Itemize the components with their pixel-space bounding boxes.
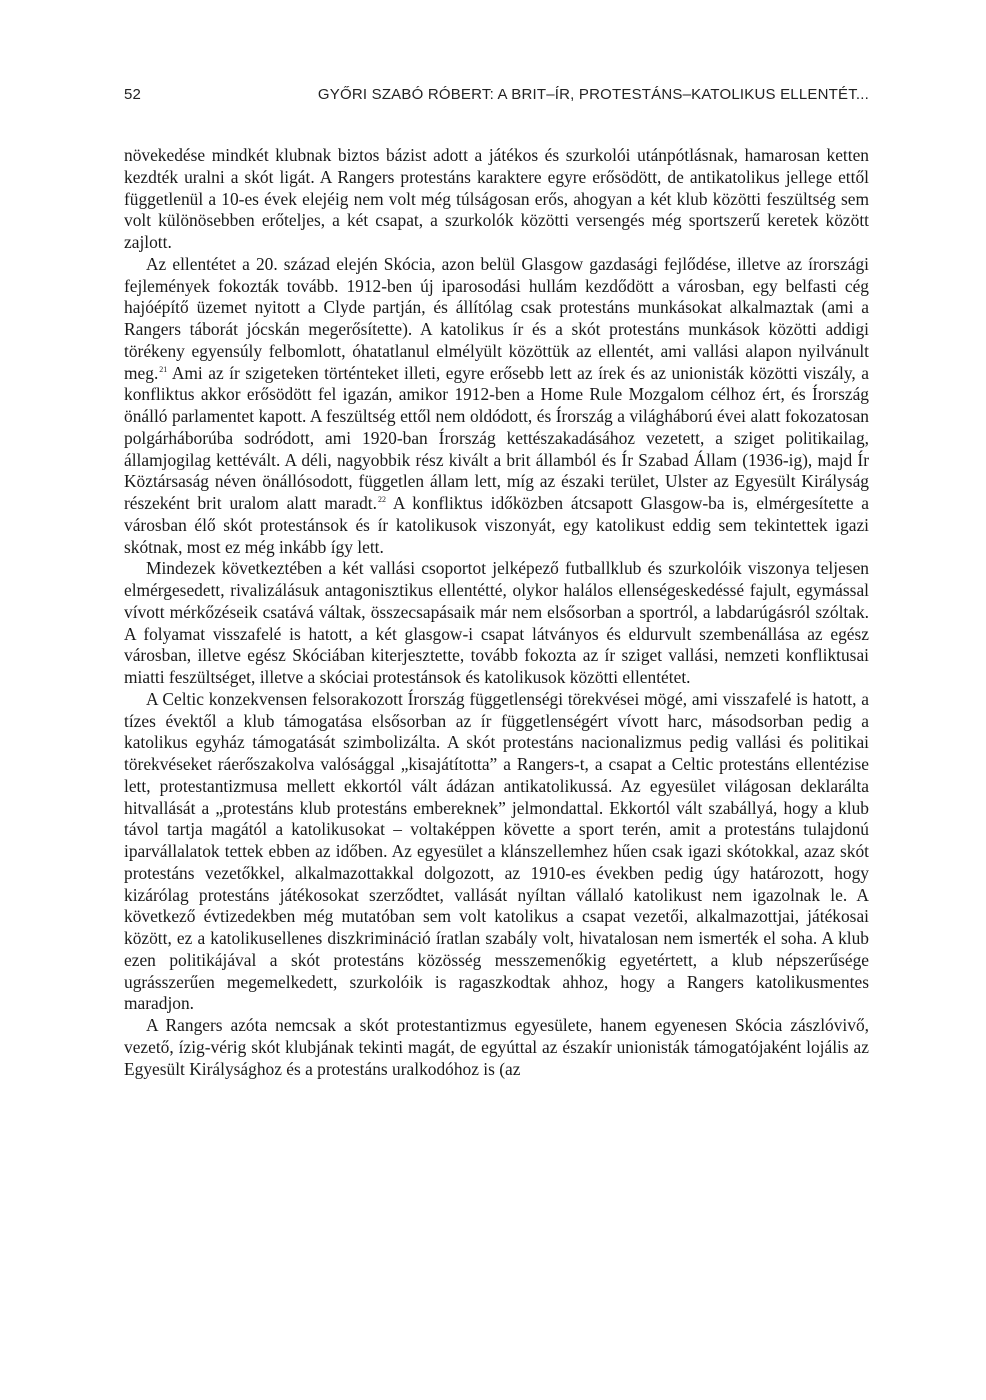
paragraph xyxy=(124,254,869,559)
footnote-marker: 22 xyxy=(377,495,386,504)
running-title: GYŐRI SZABÓ RÓBERT: A BRIT–ÍR, PROTESTÁNS–KATOLIKUS ELLENTÉT... xyxy=(317,86,869,103)
page-number: 52 xyxy=(124,86,142,103)
paragraph-text: Az ellentétet a 20. század elején Skócia, azon belül Glasgow gazdasági fejlődése, illetve az írországi fejlemények fokozták tovább. 1912-ben új iparosodási hullám kezdődött a városban, egy belfasti cég hajóépítő üzemet nyitott a Clyde partján, és állítólag csak protestáns munkásokat alkalmaztak (ami a Rangers táborát jócskán megerősítette). A katolikus ír és a skót protestáns munkások közötti addigi törékeny egyensúly felbomlott, óhatatlanul elmélyült közöttük az ellentét, ami vallási alapon nyilvánult meg. xyxy=(124,253,869,383)
paragraph: A Rangers azóta nemcsak a skót protestantizmus egyesülete, hanem egyenesen Skócia zászlóvivő, vezető, ízig-vérig skót klubjának tekinti magát, de egyúttal az északír unionisták támogatójaként lojális az Egyesült Királysághoz és a protestáns uralkodóhoz is (az xyxy=(124,1015,869,1079)
paragraph-text: Ami az ír szigeteken történteket illeti, egyre erősebb lett az írek és az unionisták közötti viszály, a konfliktus akkor erősödött fel igazán, amikor 1912-ben a Home Rule Mozgalom célhoz ért, és Írország önálló parlamentet kapott. A feszültség ettől nem oldódott, és Írország a világháború évei alatt fokozatosan polgárháborúba sodródott, ami 1920-ban Írország kettészakadásához vezetett, a sziget politikailag, államjogilag kettévált. A déli, nagyobbik rész kivált a brit államból és Ír Szabad Állam (1936-ig), majd Ír Köztársaság néven önállósodott, független állam lett, míg az északi terület, Ulster az Egyesült Királyság részeként brit uralom alatt maradt. xyxy=(124,362,869,513)
paragraph: A Celtic konzekvensen felsorakozott Írország függetlenségi törekvései mögé, ami visszafelé is hatott, a tízes évektől a klub támogatása elsősorban az ír függetlenségért vívott harc, másodsorban pedig a katolikus egyház támogatását szimbolizálta. A skót protestáns nacionalizmus pedig vallási és politikai törekvéseket ráerőszakolva valósággal „kisajátította” a Rangers-t, a csapat a Celtic protestáns ellentézise lett, protestantizmusa mellett ekkortól vált ádázan antikatolikussá. Az egyesület világosan deklarálta hitvallását a „protestáns klub protestáns embereknek” jelmondattal. Ekkortól vált szabállyá, hogy a klub távol tartja magától a katolikusokat – voltaképpen követte a sport terén, amit a protestáns tulajdonú iparvállalatok tettek ebben az időben. Az egyesület a klánszellemhez hűen csak igazi skótokkal, azaz skót protestáns vezetőkkel, alkalmazottakkal dolgozott, az 1910-es években pedig úgy határozott, hogy kizárólag protestáns játékosokat szerződtet, vallását nyíltan vállaló katolikust nem igazolnak le. A következő évtizedekben még mutatóban sem volt katolikus a csapat vezetői, alkalmazottjai, játékosai között, ez a katolikusellenes diszkrimináció íratlan szabály volt, hivatalosan nem ismerték el soha. A klub ezen politikájával a skót protestáns közösség messzemenőkig egyetértett, a klub népszerűsége ugrásszerűen megemelkedett, szurkolóik is ragaszkodtak ahhoz, hogy a Rangers katolikusmentes maradjon. xyxy=(124,688,869,1014)
paragraph: növekedése mindkét klubnak biztos bázist adott a játékos és szurkolói utánpótlásnak, hamarosan ketten kezdték uralni a skót ligát. A Rangers protestáns karaktere egyre erősödött, de antikatolikus jellege ettől függetlenül a 10-es évek elejéig nem volt még túlságosan erős, ahogyan a két klub közötti feszültség sem volt különösebben erőteljes, a két csapat, a szurkolók közötti versengés még sportszerű keretek között zajlott. xyxy=(124,145,869,252)
running-header xyxy=(124,86,869,106)
paragraph-text: A konfliktus időközben átcsapott Glasgow-ba is, elmérgesítette a városban élő skót protestánsok és ír katolikusok viszonyát, egy katolikust eddig sem tekintettek igazi skótnak, most ez még inkább így lett. xyxy=(124,493,869,557)
body-text xyxy=(124,145,869,1080)
footnote-marker: 21 xyxy=(159,364,168,374)
paragraph: Mindezek következtében a két vallási csoportot jelképező futballklub és szurkolóik viszonya teljesen elmérgesedett, rivalizálásuk antagonisztikus ellentétté, olykor halálos ellenségeskedéssé fajult, egymással vívott mérkőzéseik csatává váltak, összecsapásaik már nem elsősorban a sportról, a labdarúgásról szóltak. A folyamat visszafelé is hatott, a két glasgow-i csapat látványos és eldurvult szembenállása az egész városban, illetve egész Skóciában kiterjesztette, tovább fokozta az ír sziget vallási, nemzeti konfliktusai miatti feszültséget, illetve a skóciai protestánsok és katolikusok közötti ellentétet. xyxy=(124,558,869,687)
